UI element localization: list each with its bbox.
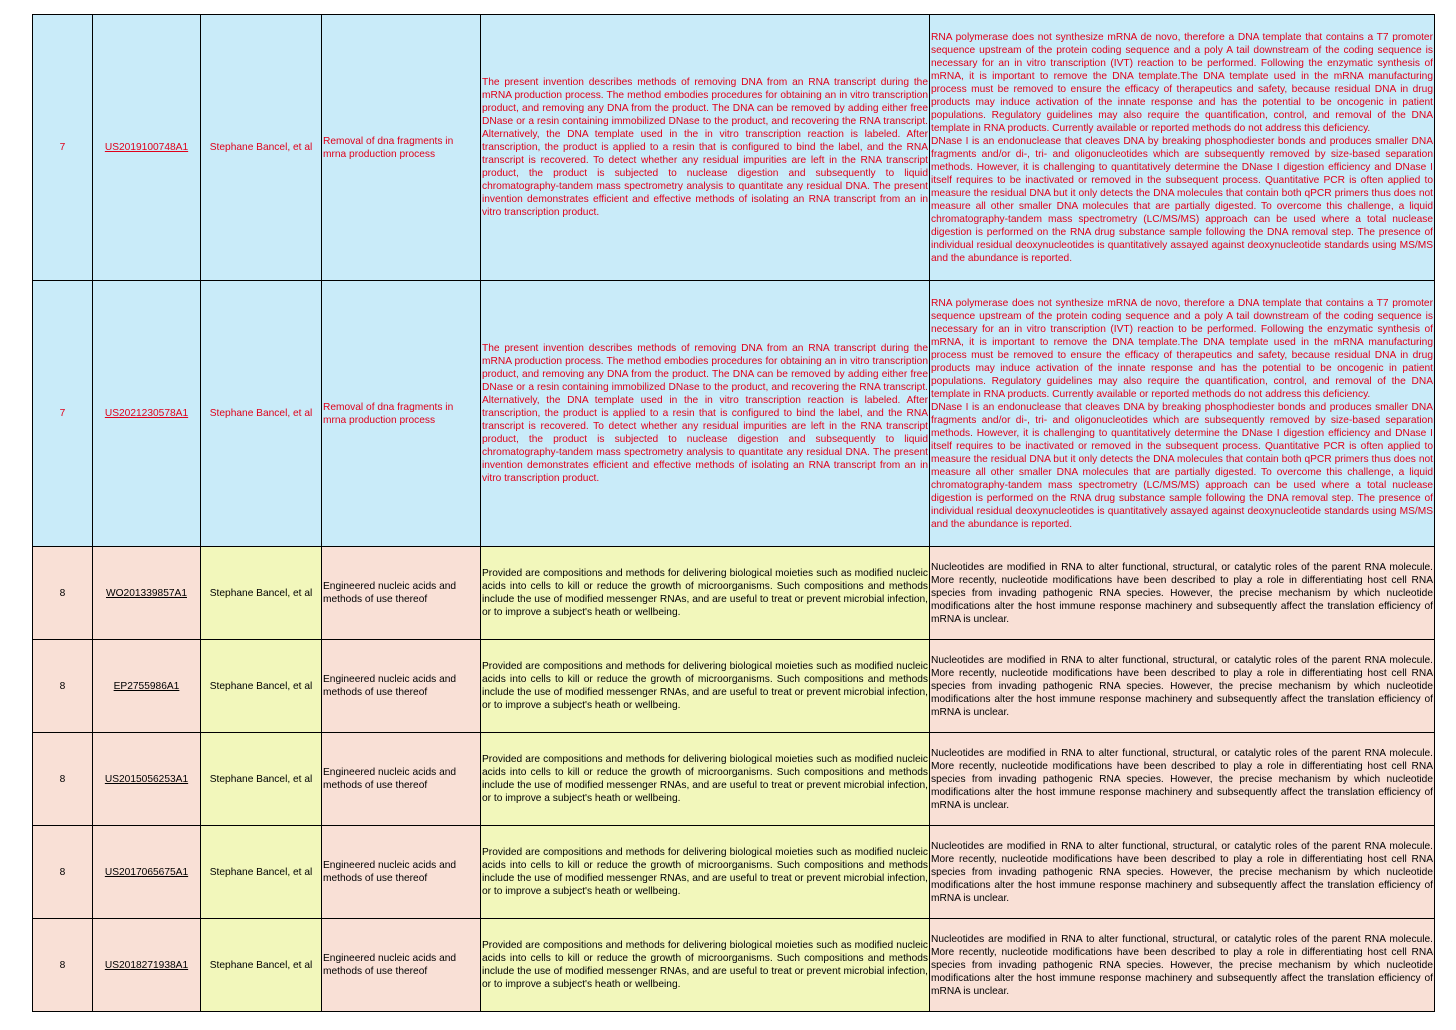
title-cell: Engineered nucleic acids and methods of use thereof: [322, 547, 481, 640]
row-number: 8: [33, 919, 93, 1012]
abstract-cell: The present invention describes methods of removing DNA from an RNA transcript during the mRNA production process. The method embodies procedures for obtaining an in vitro transcription product, and removing any DNA from the product. The DNA can be removed by adding either free DNase or a resin containing immobilized DNase to the product, and recovering the RNA transcript. Alternatively, the DNA template used in the in vitro transcription reaction is labeled. After transcription, the product is applied to a resin that is configured to bind the label, and the RNA transcript is recovered. To detect whether any residual impurities are left in the RNA transcript product, the product is subjected to nuclease digestion and subsequently to liquid chromatography-tandem mass spectrometry analysis to quantitate any residual DNA. The present invention demonstrates efficient and effective methods of isolating an RNA transcript from an in vitro transcription product.: [481, 15, 930, 281]
table-row: [33, 826, 1435, 919]
patent-link[interactable]: US2018271938A1: [104, 959, 189, 971]
inventor-cell: Stephane Bancel, et al: [201, 826, 322, 919]
table-row: [33, 547, 1435, 640]
background-paragraph: DNase I is an endonuclease that cleaves DNA by breaking phosphodiester bonds and produces smaller DNA fragments and/or di-, tri- and oligonucleotides which are subsequently removed by size-based separation methods. However, it is challenging to quantitatively determine the DNase I digestion efficiency and DNase I itself requires to be inactivated or removed in the subsequent process. Quantitative PCR is often applied to measure the residual DNA but it only detects the DNA molecules that contain both qPCR primers thus does not measure all other smaller DNA molecules that are partially digested. To overcome this challenge, a liquid chromatography-tandem mass spectrometry (LC/MS/MS) approach can be used where a total nuclease digestion is performed on the RNA drug substance sample following the DNA removal step. The presence of individual residual deoxynucleotides is quantitatively assayed against deoxynucleotide standards using MS/MS and the abundance is reported.: [931, 135, 1433, 264]
patent-link[interactable]: US2015056253A1: [104, 773, 189, 785]
row-number: 7: [33, 15, 93, 281]
abstract-cell: Provided are compositions and methods for delivering biological moieties such as modified nucleic acids into cells to kill or reduce the growth of microorganisms. Such compositions and methods include the use of modified messenger RNAs, and are useful to treat or prevent microbial infection, or to improve a subject's heath or wellbeing.: [481, 640, 930, 733]
patent-link[interactable]: US2021230578A1: [104, 408, 189, 419]
title-cell: Engineered nucleic acids and methods of use thereof: [322, 919, 481, 1012]
table-row: [33, 733, 1435, 826]
background-cell: Nucleotides are modified in RNA to alter functional, structural, or catalytic roles of the parent RNA molecule. More recently, nucleotide modifications have been described to play a role in differentiating host cell RNA species from invading pathogenic RNA species. However, the precise mechanism by which nucleotide modifications alter the host immune response machinery and subsequently affect the translation efficiency of mRNA is unclear.: [930, 826, 1435, 919]
background-cell: Nucleotides are modified in RNA to alter functional, structural, or catalytic roles of the parent RNA molecule. More recently, nucleotide modifications have been described to play a role in differentiating host cell RNA species from invading pathogenic RNA species. However, the precise mechanism by which nucleotide modifications alter the host immune response machinery and subsequently affect the translation efficiency of mRNA is unclear.: [930, 733, 1435, 826]
table-row: [33, 15, 1435, 281]
patent-table: [32, 14, 1435, 1012]
inventor-cell: Stephane Bancel, et al: [201, 281, 322, 547]
background-cell: Nucleotides are modified in RNA to alter functional, structural, or catalytic roles of the parent RNA molecule. More recently, nucleotide modifications have been described to play a role in differentiating host cell RNA species from invading pathogenic RNA species. However, the precise mechanism by which nucleotide modifications alter the host immune response machinery and subsequently affect the translation efficiency of mRNA is unclear.: [930, 547, 1435, 640]
table-row: [33, 640, 1435, 733]
patent-link[interactable]: US2019100748A1: [104, 142, 189, 153]
background-paragraph: DNase I is an endonuclease that cleaves DNA by breaking phosphodiester bonds and produces smaller DNA fragments and/or di-, tri- and oligonucleotides which are subsequently removed by size-based separation methods. However, it is challenging to quantitatively determine the DNase I digestion efficiency and DNase I itself requires to be inactivated or removed in the subsequent process. Quantitative PCR is often applied to measure the residual DNA but it only detects the DNA molecules that contain both qPCR primers thus does not measure all other smaller DNA molecules that are partially digested. To overcome this challenge, a liquid chromatography-tandem mass spectrometry (LC/MS/MS) approach can be used where a total nuclease digestion is performed on the RNA drug substance sample following the DNA removal step. The presence of individual residual deoxynucleotides is quantitatively assayed against deoxynucleotide standards using MS/MS and the abundance is reported.: [931, 401, 1433, 530]
patent-link[interactable]: US2017065675A1: [104, 866, 189, 878]
title-cell: Engineered nucleic acids and methods of use thereof: [322, 640, 481, 733]
abstract-cell: Provided are compositions and methods for delivering biological moieties such as modified nucleic acids into cells to kill or reduce the growth of microorganisms. Such compositions and methods include the use of modified messenger RNAs, and are useful to treat or prevent microbial infection, or to improve a subject's heath or wellbeing.: [481, 547, 930, 640]
abstract-cell: The present invention describes methods of removing DNA from an RNA transcript during the mRNA production process. The method embodies procedures for obtaining an in vitro transcription product, and removing any DNA from the product. The DNA can be removed by adding either free DNase or a resin containing immobilized DNase to the product, and recovering the RNA transcript. Alternatively, the DNA template used in the in vitro transcription reaction is labeled. After transcription, the product is applied to a resin that is configured to bind the label, and the RNA transcript is recovered. To detect whether any residual impurities are left in the RNA transcript product, the product is subjected to nuclease digestion and subsequently to liquid chromatography-tandem mass spectrometry analysis to quantitate any residual DNA. The present invention demonstrates efficient and effective methods of isolating an RNA transcript from an in vitro transcription product.: [481, 281, 930, 547]
title-cell: Removal of dna fragments in mrna production process: [322, 15, 481, 281]
title-cell: Engineered nucleic acids and methods of use thereof: [322, 826, 481, 919]
patent-link[interactable]: WO201339857A1: [106, 587, 187, 599]
background-cell: Nucleotides are modified in RNA to alter functional, structural, or catalytic roles of the parent RNA molecule. More recently, nucleotide modifications have been described to play a role in differentiating host cell RNA species from invading pathogenic RNA species. However, the precise mechanism by which nucleotide modifications alter the host immune response machinery and subsequently affect the translation efficiency of mRNA is unclear.: [930, 640, 1435, 733]
inventor-cell: Stephane Bancel, et al: [201, 919, 322, 1012]
row-number: 8: [33, 733, 93, 826]
title-cell: Engineered nucleic acids and methods of use thereof: [322, 733, 481, 826]
inventor-cell: Stephane Bancel, et al: [201, 640, 322, 733]
row-number: 8: [33, 826, 93, 919]
table-row: [33, 281, 1435, 547]
abstract-cell: Provided are compositions and methods for delivering biological moieties such as modified nucleic acids into cells to kill or reduce the growth of microorganisms. Such compositions and methods include the use of modified messenger RNAs, and are useful to treat or prevent microbial infection, or to improve a subject's heath or wellbeing.: [481, 733, 930, 826]
row-number: 8: [33, 547, 93, 640]
background-cell: Nucleotides are modified in RNA to alter functional, structural, or catalytic roles of the parent RNA molecule. More recently, nucleotide modifications have been described to play a role in differentiating host cell RNA species from invading pathogenic RNA species. However, the precise mechanism by which nucleotide modifications alter the host immune response machinery and subsequently affect the translation efficiency of mRNA is unclear.: [930, 919, 1435, 1012]
row-number: 8: [33, 640, 93, 733]
inventor-cell: Stephane Bancel, et al: [201, 15, 322, 281]
inventor-cell: Stephane Bancel, et al: [201, 733, 322, 826]
abstract-cell: Provided are compositions and methods for delivering biological moieties such as modified nucleic acids into cells to kill or reduce the growth of microorganisms. Such compositions and methods include the use of modified messenger RNAs, and are useful to treat or prevent microbial infection, or to improve a subject's heath or wellbeing.: [481, 919, 930, 1012]
title-cell: Removal of dna fragments in mrna production process: [322, 281, 481, 547]
table-row: [33, 919, 1435, 1012]
row-number: 7: [33, 281, 93, 547]
inventor-cell: Stephane Bancel, et al: [201, 547, 322, 640]
background-cell: [930, 15, 1435, 281]
background-paragraph: RNA polymerase does not synthesize mRNA de novo, therefore a DNA template that contains a T7 promoter sequence upstream of the protein coding sequence and a poly A tail downstream of the coding sequence is necessary for an in vitro transcription (IVT) reaction to be performed. Following the enzymatic synthesis of mRNA, it is important to remove the DNA template.The DNA template used in the mRNA manufacturing process must be removed to ensure the efficacy of therapeutics and safety, because residual DNA in drug products may induce activation of the innate response and has the potential to be oncogenic in patient populations. Regulatory guidelines may also require the quantification, control, and removal of the DNA template in RNA products. Currently available or reported methods do not address this deficiency.: [931, 31, 1433, 134]
patent-link[interactable]: EP2755986A1: [113, 680, 180, 692]
background-paragraph: RNA polymerase does not synthesize mRNA de novo, therefore a DNA template that contains a T7 promoter sequence upstream of the protein coding sequence and a poly A tail downstream of the coding sequence is necessary for an in vitro transcription (IVT) reaction to be performed. Following the enzymatic synthesis of mRNA, it is important to remove the DNA template.The DNA template used in the mRNA manufacturing process must be removed to ensure the efficacy of therapeutics and safety, because residual DNA in drug products may induce activation of the innate response and has the potential to be oncogenic in patient populations. Regulatory guidelines may also require the quantification, control, and removal of the DNA template in RNA products. Currently available or reported methods do not address this deficiency.: [931, 297, 1433, 400]
abstract-cell: Provided are compositions and methods for delivering biological moieties such as modified nucleic acids into cells to kill or reduce the growth of microorganisms. Such compositions and methods include the use of modified messenger RNAs, and are useful to treat or prevent microbial infection, or to improve a subject's heath or wellbeing.: [481, 826, 930, 919]
background-cell: [930, 281, 1435, 547]
